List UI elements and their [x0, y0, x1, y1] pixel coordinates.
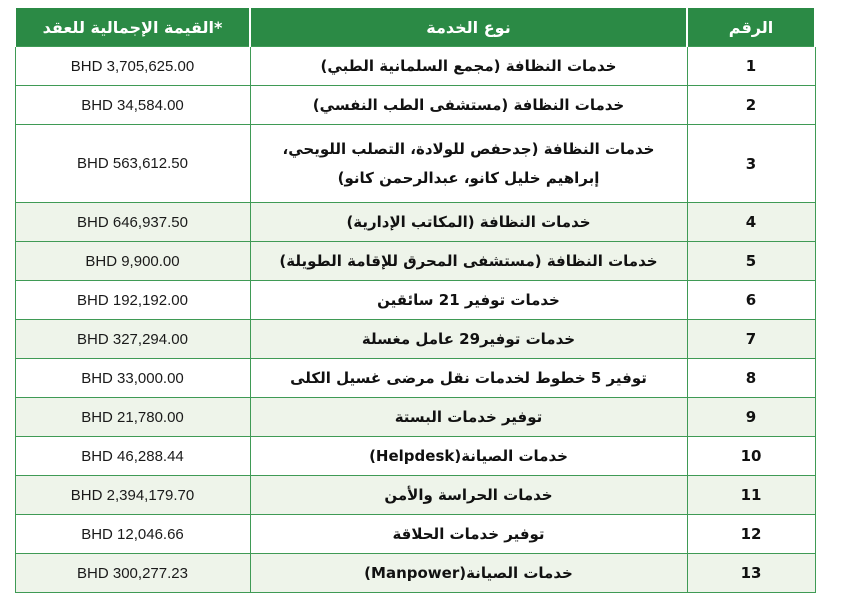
- row-number: 6: [687, 281, 815, 320]
- row-number: 13: [687, 554, 815, 593]
- row-service: خدمات النظافة (مجمع السلمانية الطبي): [250, 47, 687, 86]
- row-value: BHD 2,394,179.70: [15, 476, 250, 515]
- row-value: BHD 646,937.50: [15, 203, 250, 242]
- row-value: BHD 327,294.00: [15, 320, 250, 359]
- table-row: [15, 515, 815, 554]
- table-row: [15, 359, 815, 398]
- row-value: BHD 300,277.23: [15, 554, 250, 593]
- table-header: [15, 8, 815, 47]
- row-value: BHD 563,612.50: [15, 125, 250, 203]
- header-row: [15, 8, 815, 47]
- table-row: [15, 554, 815, 593]
- table-body: [15, 47, 815, 593]
- row-service: خدمات توفير 21 سائقين: [250, 281, 687, 320]
- contracts-table: [14, 8, 816, 593]
- row-value: BHD 9,900.00: [15, 242, 250, 281]
- table-row: [15, 242, 815, 281]
- header-total-value: *القيمة الإجمالية للعقد: [15, 8, 250, 47]
- table-row: [15, 476, 815, 515]
- row-number: 12: [687, 515, 815, 554]
- row-number: 4: [687, 203, 815, 242]
- table-row: [15, 203, 815, 242]
- row-service: خدمات الصيانة(Helpdesk): [250, 437, 687, 476]
- row-service: خدمات النظافة (مستشفى الطب النفسي): [250, 86, 687, 125]
- table-row: [15, 437, 815, 476]
- row-number: 2: [687, 86, 815, 125]
- row-number: 11: [687, 476, 815, 515]
- row-number: 10: [687, 437, 815, 476]
- table-row: [15, 320, 815, 359]
- header-service-type: نوع الخدمة: [250, 8, 687, 47]
- row-service: توفير خدمات البستة: [250, 398, 687, 437]
- row-service: خدمات الحراسة والأمن: [250, 476, 687, 515]
- row-value: BHD 33,000.00: [15, 359, 250, 398]
- row-value: BHD 192,192.00: [15, 281, 250, 320]
- row-value: BHD 21,780.00: [15, 398, 250, 437]
- row-service: خدمات النظافة (مستشفى المحرق للإقامة الطويلة): [250, 242, 687, 281]
- row-value: BHD 46,288.44: [15, 437, 250, 476]
- row-service: خدمات الصيانة(Manpower): [250, 554, 687, 593]
- row-number: 3: [687, 125, 815, 203]
- contracts-table-wrapper: [14, 8, 814, 593]
- row-service: توفير 5 خطوط لخدمات نقل مرضى غسيل الكلى: [250, 359, 687, 398]
- table-row: [15, 125, 815, 203]
- row-number: 9: [687, 398, 815, 437]
- table-row: [15, 281, 815, 320]
- row-value: BHD 34,584.00: [15, 86, 250, 125]
- row-value: BHD 3,705,625.00: [15, 47, 250, 86]
- row-number: 7: [687, 320, 815, 359]
- header-number: الرقم: [687, 8, 815, 47]
- row-number: 5: [687, 242, 815, 281]
- row-number: 1: [687, 47, 815, 86]
- table-row: [15, 398, 815, 437]
- table-row: [15, 47, 815, 86]
- table-row: [15, 86, 815, 125]
- row-service: خدمات النظافة (المكاتب الإدارية): [250, 203, 687, 242]
- row-service: خدمات النظافة (جدحفص للولادة، التصلب اللويحي، إبراهيم خليل كانو، عبدالرحمن كانو): [250, 125, 687, 203]
- row-value: BHD 12,046.66: [15, 515, 250, 554]
- row-number: 8: [687, 359, 815, 398]
- row-service: خدمات توفير29 عامل مغسلة: [250, 320, 687, 359]
- row-service: توفير خدمات الحلاقة: [250, 515, 687, 554]
